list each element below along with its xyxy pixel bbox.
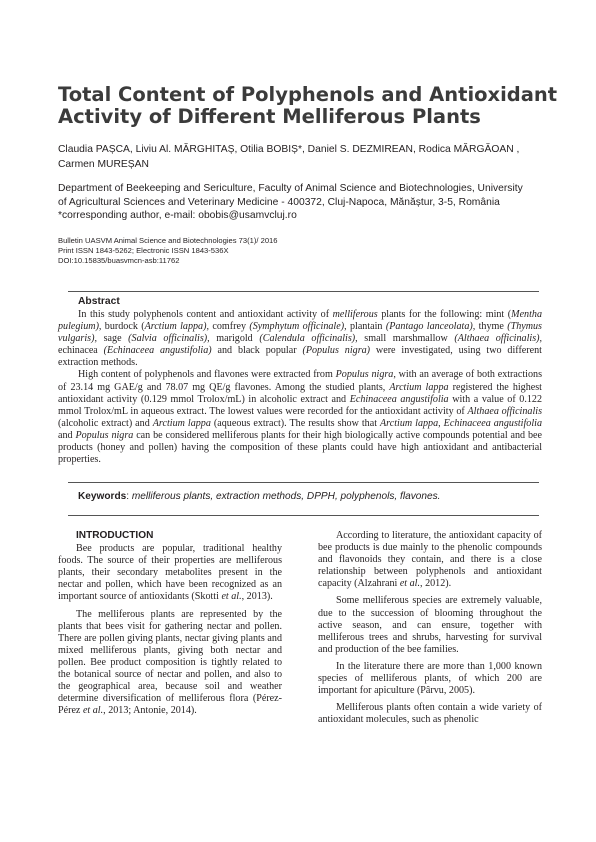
intro-left-column: [58, 530, 282, 717]
abstract-paragraph-1: In this study polyphenols content and antioxidant activity of melliferous plants for the following: mint (Mentha pulegium), burdock (Arctium lappa), comfrey (Symphytum officinale), plantain (Pantago lanceolata), thyme (Thymus vulgaris), sage (Salvia officinalis), marigold (Calendula officinalis), small marshmallow (Althaea officinalis), echinacea (Echinaceea angustifolia) and black popular (Populus nigra) were investigated, using two different extraction methods.: [58, 309, 543, 369]
abstract-top-rule: [68, 291, 539, 292]
title-line-2: Activity of Different Melliferous Plants: [58, 105, 481, 128]
abstract-middle-rule: [68, 482, 539, 483]
bulletin-doi: DOI:10.15835/buasvmcn-asb:11762: [58, 256, 180, 265]
keywords-label: Keywords: [78, 491, 127, 502]
intro-paragraph-3: According to literature, the antioxidant capacity of bee products is due mainly to the phenolic compounds and flavonoids they contain, and there is a close relationship between polyphenols and antioxidant capacity (Alzahrani et al., 2012).: [318, 530, 542, 590]
keywords: Keywords: melliferous plants, extraction methods, DPPH, polyphenols, flavones.: [78, 491, 441, 502]
abstract-paragraph-2: High content of polyphenols and flavones were extracted from Populus nigra, with an average of both extractions of 23.14 mg GAE/g and 78.07 mg QE/g flavones. Among the studied plants, Arctium lappa registered the highest antioxidant activity (0.129 mmol Trolox/mL) in alcoholic extract and Echinaceea angustifolia with a value of 0.122 mmol Trolox/mL in aqueous extract. The lowest values were recorded for the antioxidant activity of Althaea officinalis (alcoholic extract) and Arctium lappa (aqueous extract). The results show that Arctium lappa, Echinaceea angustifolia and Populus nigra can be considered melliferous plants for their high biologically active compounds potential and bee products (honey and pollen) having the composition of these plants could have high antioxidant and antibacterial properties.: [58, 369, 542, 466]
intro-paragraph-5: In the literature there are more than 1,000 known species of melliferous plants, of which 200 are important for apiculture (Pârvu, 2005).: [318, 660, 542, 697]
affiliation-line-1: Department of Beekeeping and Sericulture, Faculty of Animal Science and Biotechnologies, University: [58, 183, 523, 194]
intro-right-column: [318, 530, 542, 726]
intro-paragraph-4: Some melliferous species are extremely valuable, due to the succession of blooming throughout the active season, and can ensure, together with melliferous trees and shrubs, harvesting for survival and production of the bee families.: [318, 595, 542, 655]
intro-paragraph-2: The melliferous plants are represented by the plants that bees visit for gathering nectar and pollen. There are pollen giving plants, nectar giving plants and mixed melliferous plants, giving both nectar and pollen. Bee product composition is tightly related to the botanical source of nectar and pollen, and also to the geographical area, because soil and weather determine diversification of melliferous flora (Pérez-Pérez et al., 2013; Antonie, 2014).: [58, 608, 282, 717]
bulletin-line-2: Print ISSN 1843-5262; Electronic ISSN 1843-536X: [58, 246, 229, 255]
introduction-heading: INTRODUCTION: [76, 530, 154, 541]
paper-title: [58, 83, 558, 128]
title-line-1: Total Content of Polyphenols and Antioxidant: [58, 83, 558, 106]
abstract-heading: Abstract: [78, 296, 120, 307]
abstract-bottom-rule: [68, 515, 539, 516]
affiliation: [58, 182, 548, 223]
author-list: Claudia PAȘCA, Liviu Al. MĂRGHITAȘ, Otilia BOBIȘ*, Daniel S. DEZMIREAN, Rodica MĂRGĂOAN , Carmen MUREȘAN: [58, 144, 520, 170]
abstract-body: [58, 309, 542, 466]
keywords-terms: melliferous plants, extraction methods, DPPH, polyphenols, flavones.: [131, 491, 441, 502]
bulletin-line-1: Bulletin UASVM Animal Science and Biotechnologies 73(1)/ 2016: [58, 236, 278, 245]
intro-paragraph-1: Bee products are popular, traditional healthy foods. The source of their properties are melliferous plants, their secondary metabolites present in the nectar and pollen, which have been recognized as an important source of antioxidants (Skotti et al., 2013).: [58, 543, 282, 603]
affiliation-line-2: of Agricultural Sciences and Veterinary Medicine - 400372, Cluj-Napoca, Mănăștur, 3-5, România: [58, 196, 500, 208]
bulletin-info: [58, 236, 458, 266]
intro-paragraph-6: Melliferous plants often contain a wide variety of antioxidant molecules, such as phenolic: [318, 702, 542, 726]
corresponding-author: *corresponding author, e-mail: obobis@usamvcluj.ro: [58, 210, 297, 222]
